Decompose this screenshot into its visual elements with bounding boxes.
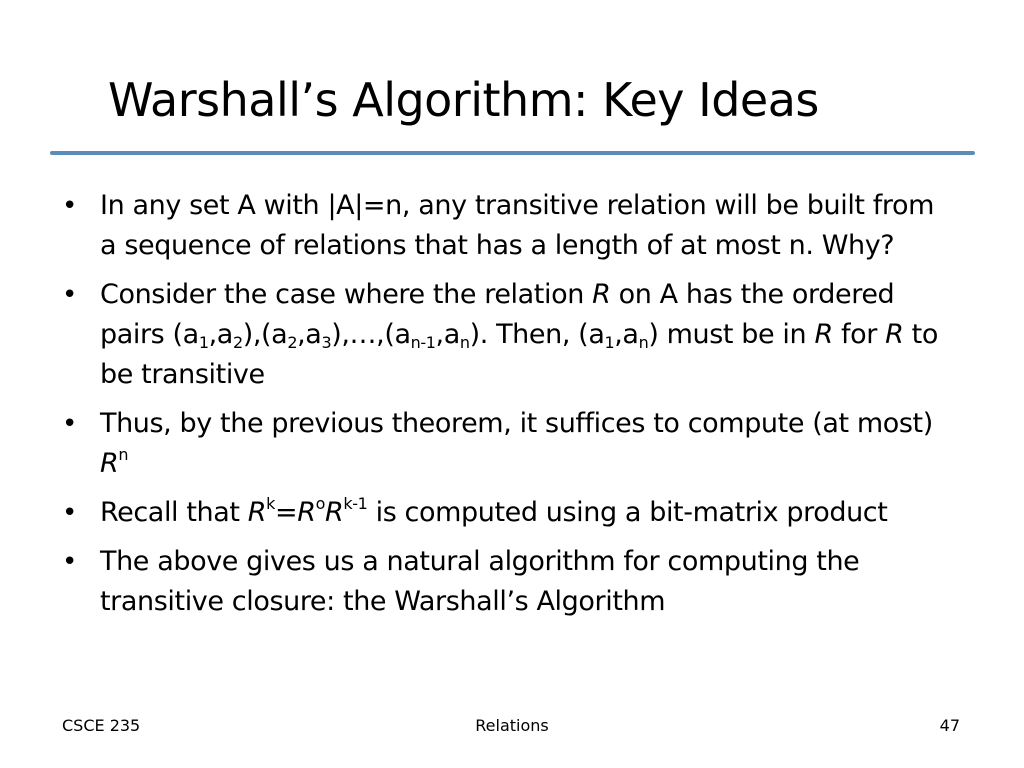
bullet-item <box>58 493 958 533</box>
bullet-list <box>58 186 958 631</box>
footer-page-number: 47 <box>939 716 960 735</box>
bullet-text: Thus, by the previous theorem, it suffices to compute (at most) $R^n$ <box>100 408 933 479</box>
bullet-item <box>58 542 958 622</box>
bullet-icon: • <box>62 409 77 439</box>
footer-course: CSCE 235 <box>62 716 141 735</box>
title-divider <box>50 151 975 155</box>
bullet-text: In any set A with |A|=n, any transitive relation will be built from a sequence of relations that has a length of at most n. Why? <box>100 190 935 261</box>
bullet-icon: • <box>62 280 77 310</box>
bullet-icon: • <box>62 498 77 528</box>
footer-topic: Relations <box>475 716 549 735</box>
bullet-icon: • <box>62 547 77 577</box>
bullet-item <box>58 275 958 395</box>
slide-title: Warshall’s Algorithm: Key Ideas <box>108 73 819 127</box>
bullet-text: Consider the case where the relation R on A has the ordered pairs $(a_1,a_2),(a_2,a_3),\dots,(a_{n-1},a_n)$. Then, $(a_1,a_n)$ must be in R for R to be transitive <box>100 279 938 390</box>
bullet-text: The above gives us a natural algorithm for computing the transitive closure: the Warshall’s Algorithm <box>100 546 860 617</box>
bullet-item <box>58 186 958 266</box>
bullet-item <box>58 404 958 484</box>
bullet-text: Recall that $R^k=R^oR^{k-1}$ is computed using a bit-matrix product <box>100 494 888 528</box>
bullet-icon: • <box>62 191 77 221</box>
